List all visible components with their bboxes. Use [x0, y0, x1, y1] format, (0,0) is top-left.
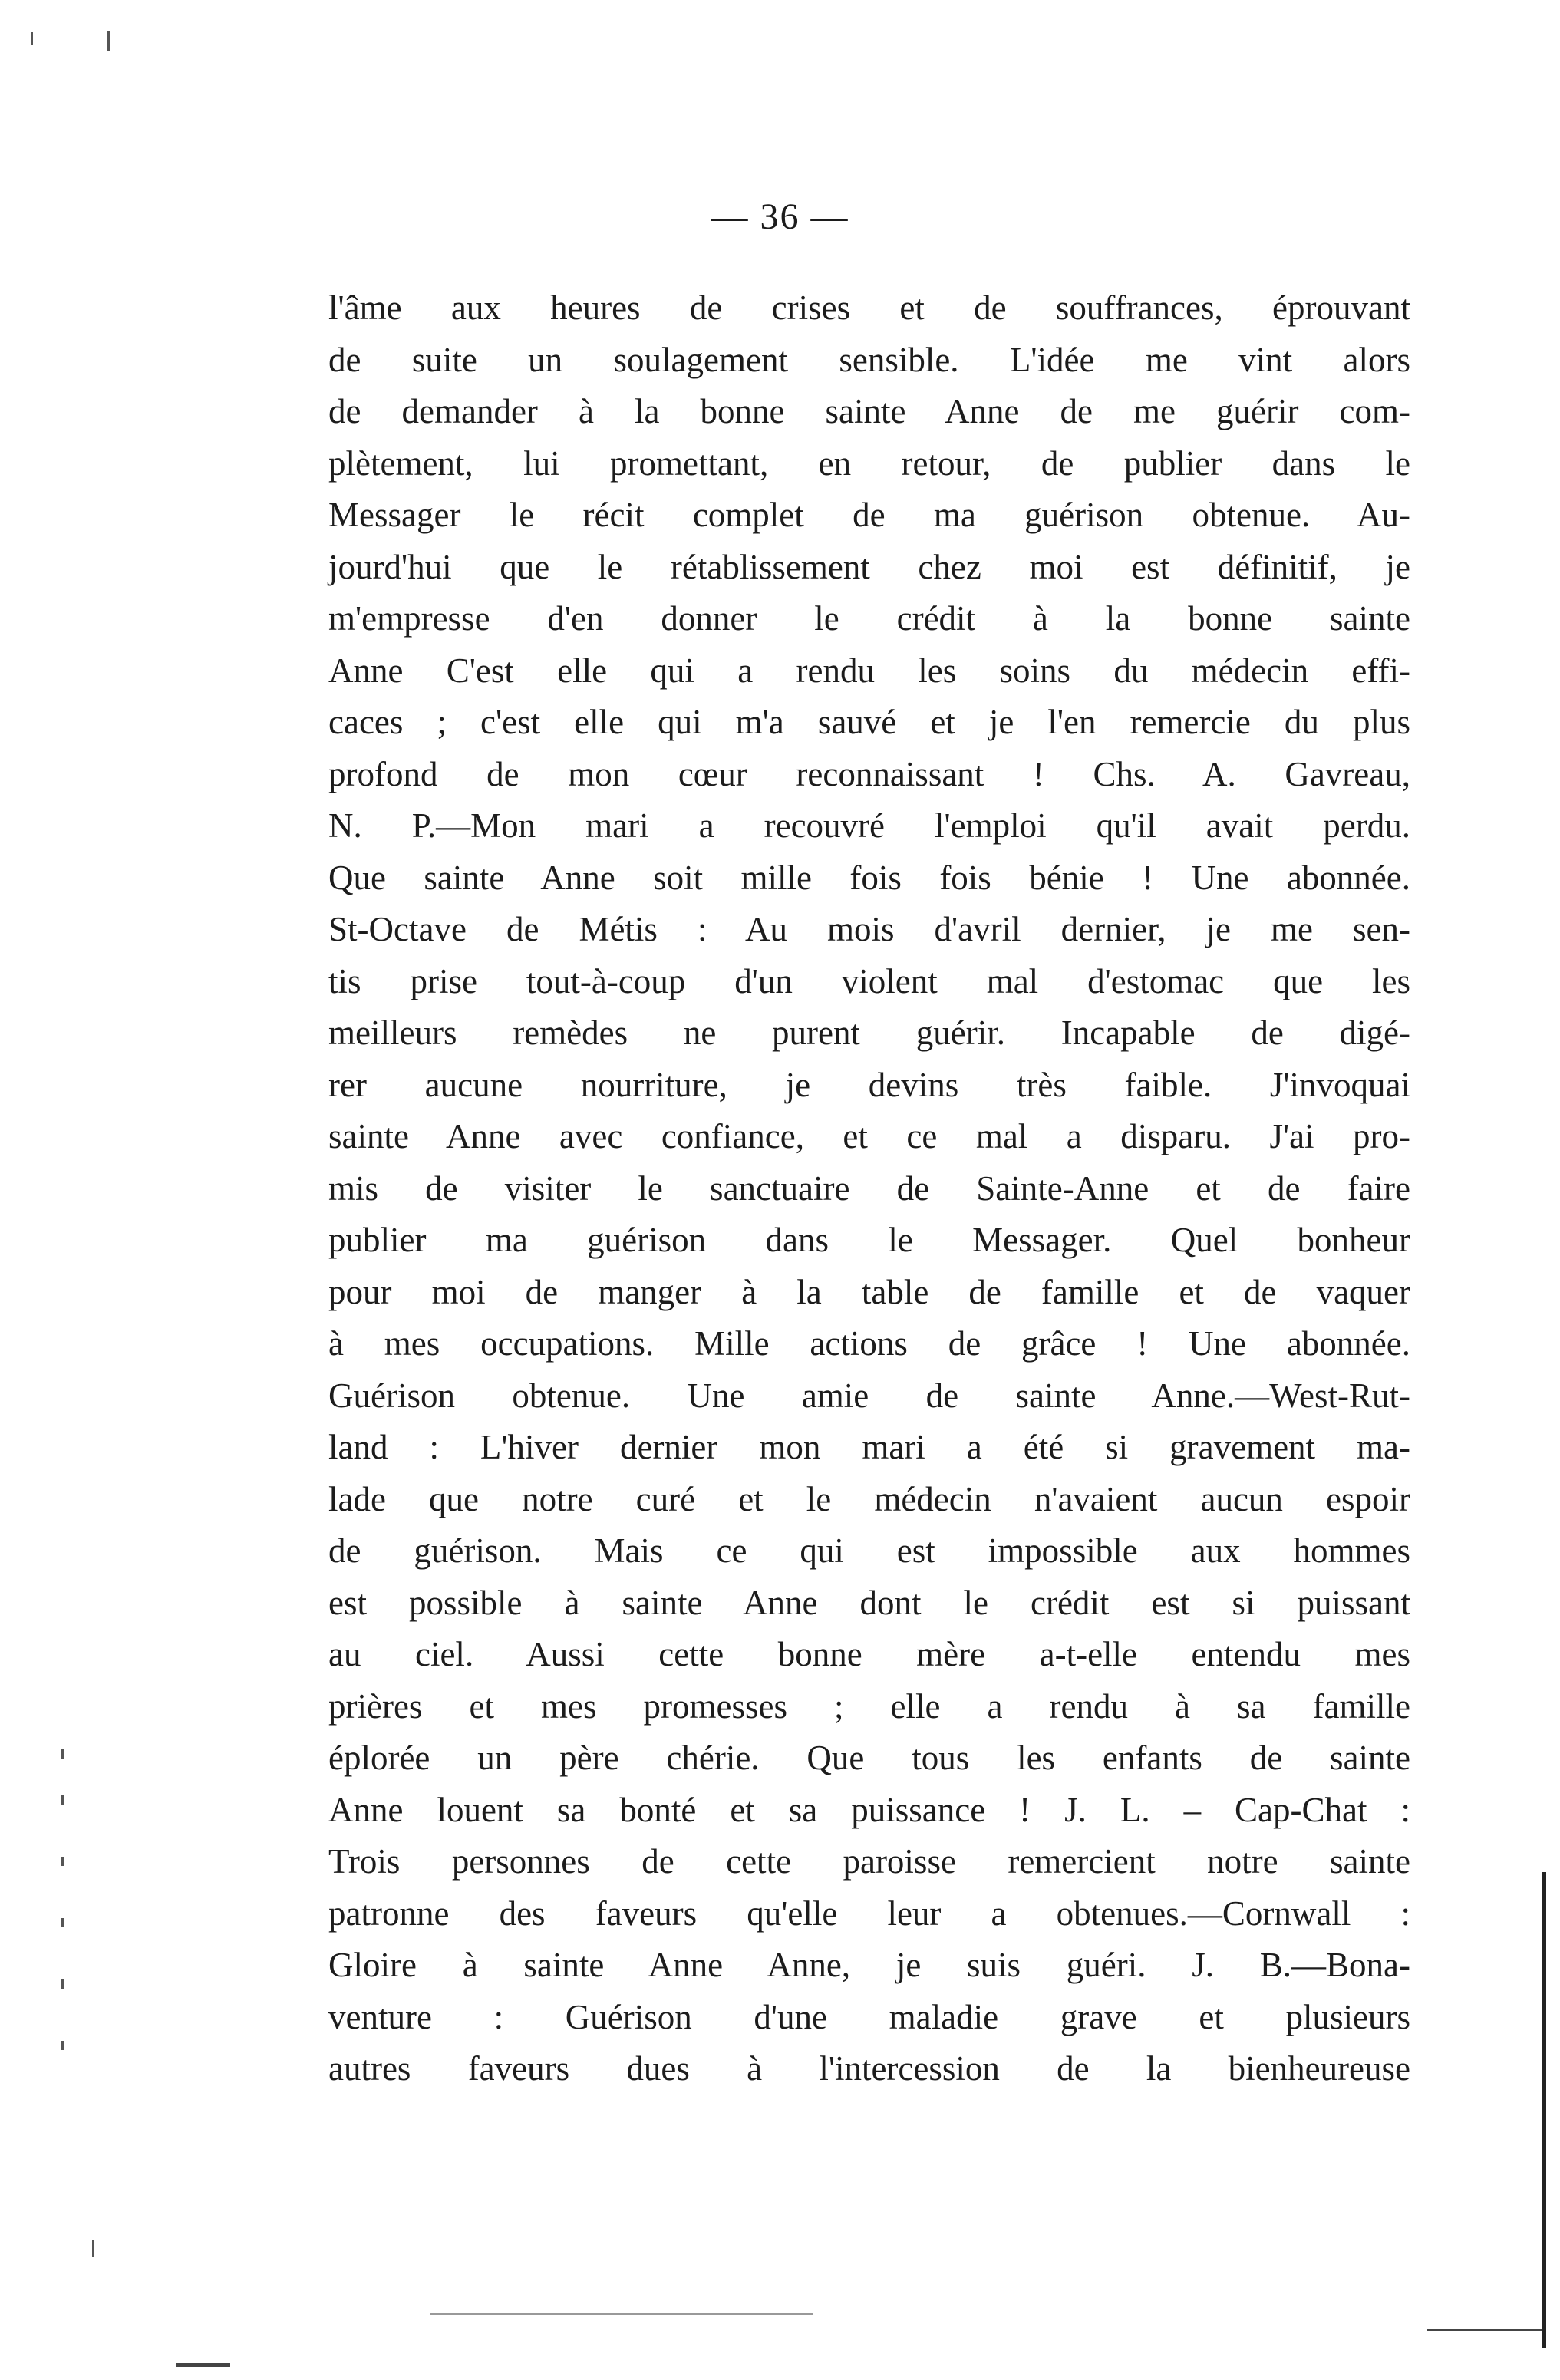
text-line: N. P.—Mon mari a recouvré l'emploi qu'il avait perdu. [328, 806, 1410, 845]
text-line: Anne louent sa bonté et sa puissance ! J. L. – Cap-Chat : [328, 1790, 1410, 1829]
scan-dash [176, 2363, 230, 2367]
text-line: patronne des faveurs qu'elle leur a obtenues.—Cornwall : [328, 1894, 1410, 1933]
text-line: profond de mon cœur reconnaissant ! Chs. A. Gavreau, [328, 754, 1410, 793]
text-line: à mes occupations. Mille actions de grâce ! Une abonnée. [328, 1324, 1410, 1363]
text-line: land : L'hiver dernier mon mari a été si gravement ma- [328, 1428, 1410, 1466]
text-line: lade que notre curé et le médecin n'avaient aucun espoir [328, 1479, 1410, 1518]
scan-speck [61, 1918, 64, 1927]
text-line: St-Octave de Métis : Au mois d'avril dernier, je me sen- [328, 910, 1410, 948]
scan-speck [92, 2240, 94, 2257]
scan-speck [61, 2041, 64, 2050]
text-line: éplorée un père chérie. Que tous les enfants de sainte [328, 1739, 1410, 1777]
text-line: de suite un soulagement sensible. L'idée me vint alors [328, 340, 1410, 379]
scan-speck [61, 1979, 64, 1989]
text-line: plètement, lui promettant, en retour, de publier dans le [328, 443, 1410, 483]
text-line: Messager le récit complet de ma guérison obtenue. Au- [328, 496, 1410, 534]
text-line: caces ; c'est elle qui m'a sauvé et je l'en remercie du plus [328, 703, 1410, 741]
text-line: Anne C'est elle qui a rendu les soins du médecin effi- [328, 651, 1410, 690]
text-line: est possible à sainte Anne dont le crédit est si puissant [328, 1583, 1410, 1622]
text-line: au ciel. Aussi cette bonne mère a-t-elle entendu mes [328, 1635, 1410, 1673]
text-line: publier ma guérison dans le Messager. Quel bonheur [328, 1221, 1410, 1259]
scan-edge-line [1542, 1872, 1546, 2348]
text-line: tis prise tout-à-coup d'un violent mal d'estomac que les [328, 961, 1410, 1000]
scan-dash [430, 2313, 813, 2315]
scan-speck [61, 1857, 64, 1866]
text-line: Guérison obtenue. Une amie de sainte Anne.—West-Rut- [328, 1376, 1410, 1415]
text-line: Que sainte Anne soit mille fois fois bénie ! Une abonnée. [328, 858, 1410, 897]
text-line: meilleurs remèdes ne purent guérir. Incapable de digé- [328, 1014, 1410, 1052]
text-line: Trois personnes de cette paroisse remercient notre sainte [328, 1842, 1410, 1881]
text-line: de demander à la bonne sainte Anne de me guérir com- [328, 392, 1410, 430]
text-line: m'empresse d'en donner le crédit à la bonne sainte [328, 599, 1410, 638]
text-line: rer aucune nourriture, je devins très faible. J'invoquai [328, 1065, 1410, 1104]
text-line: mis de visiter le sanctuaire de Sainte-Anne et de faire [328, 1169, 1410, 1208]
page-number: — 36 — [711, 196, 849, 237]
text-line: autres faveurs dues à l'intercession de la bienheureuse [328, 2049, 1410, 2088]
text-line: Gloire à sainte Anne Anne, je suis guéri. J. B.—Bona- [328, 1946, 1410, 1984]
text-line: l'âme aux heures de crises et de souffrances, éprouvant [328, 288, 1410, 327]
scan-speck [61, 1795, 64, 1805]
body-text [328, 282, 1410, 2095]
scan-speck [107, 31, 110, 51]
text-line: jourd'hui que le rétablissement chez moi est définitif, je [328, 547, 1410, 586]
text-line: sainte Anne avec confiance, et ce mal a disparu. J'ai pro- [328, 1117, 1410, 1155]
scan-speck [61, 1749, 64, 1759]
text-line: pour moi de manger à la table de famille et de vaquer [328, 1272, 1410, 1311]
text-line: venture : Guérison d'une maladie grave et plusieurs [328, 1997, 1410, 2036]
text-line: prières et mes promesses ; elle a rendu à sa famille [328, 1686, 1410, 1726]
scan-dash [1427, 2329, 1542, 2331]
text-line: de guérison. Mais ce qui est impossible aux hommes [328, 1531, 1410, 1570]
scan-speck [31, 32, 33, 45]
